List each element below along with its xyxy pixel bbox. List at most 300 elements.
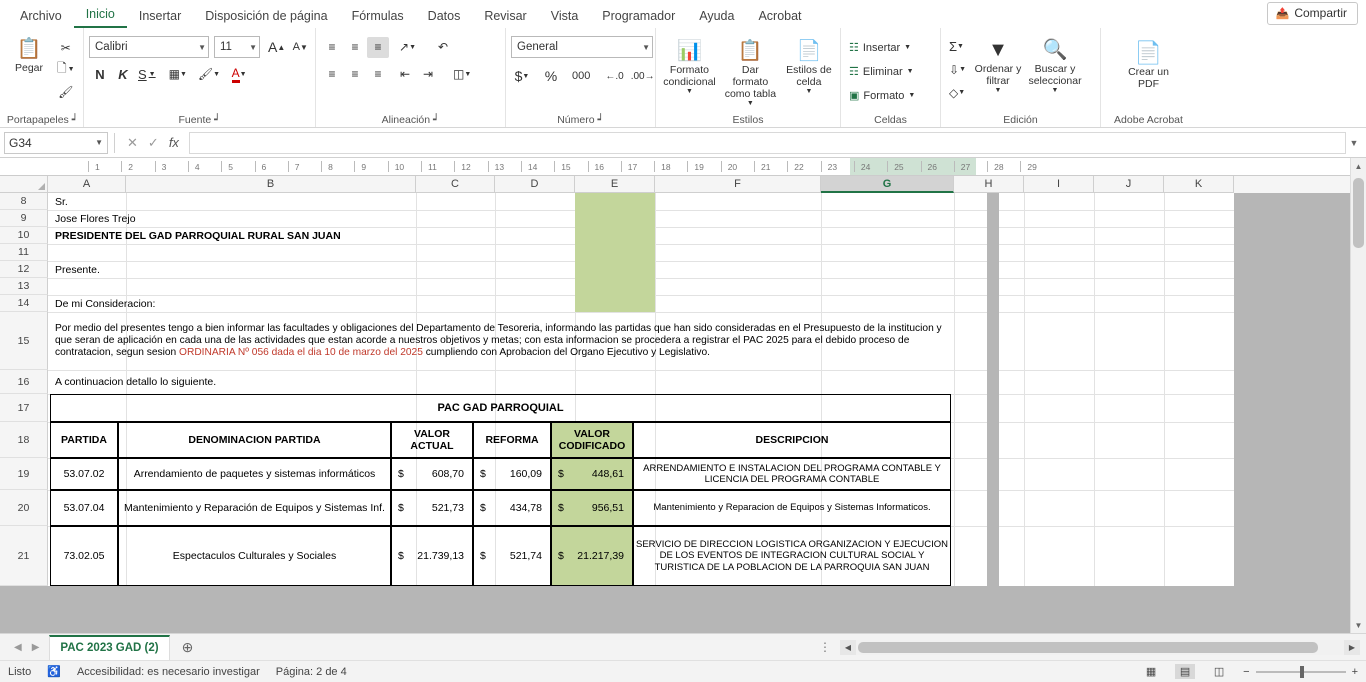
editing-group-label: [941, 114, 1100, 126]
ribbon-tab-ayuda[interactable]: Ayuda: [699, 9, 735, 23]
cell-valor-actual-symbol[interactable]: $: [398, 502, 404, 514]
zoom-slider[interactable]: [1243, 666, 1358, 678]
adobe-pdf-icon: 📄: [1134, 40, 1163, 65]
confirm-icon[interactable]: ✓: [147, 134, 159, 150]
align-left-icon: ≡: [328, 67, 336, 81]
align-center-button[interactable]: [344, 64, 366, 85]
cell-styles-button[interactable]: [783, 37, 835, 99]
cell-a9[interactable]: Jose Flores Trejo: [55, 212, 136, 225]
formula-bar: [0, 128, 1366, 158]
status-ready: Listo: [8, 665, 32, 678]
ruler-mark: [821, 161, 822, 172]
ruler-tick: 16: [594, 162, 604, 172]
cells-region[interactable]: [48, 193, 1234, 586]
cell-codificado[interactable]: 21.217,39: [577, 550, 624, 562]
gridline: [1024, 193, 1025, 586]
align-bottom-icon: ≡: [374, 40, 382, 54]
ribbon-tab-disposicion[interactable]: Disposición de página: [205, 9, 328, 23]
table-header-valor-actual: VALOR ACTUAL: [410, 427, 454, 452]
format-cells-button[interactable]: [846, 84, 918, 107]
ruler-tick: 23: [827, 162, 838, 172]
format-as-table-icon: 📋: [737, 40, 763, 62]
format-cells-icon: ▣: [849, 90, 860, 102]
column-header-a[interactable]: A: [48, 176, 126, 193]
vertical-scrollbar[interactable]: [1350, 158, 1366, 633]
page-layout-view-icon[interactable]: ▤: [1175, 664, 1195, 679]
ruler-mark: [388, 161, 389, 172]
grid-body: [0, 193, 1366, 586]
conditional-formatting-label: Formato condicional: [663, 64, 716, 89]
font-color-button[interactable]: A ▼: [228, 64, 250, 85]
paste-label: Pegar: [14, 62, 44, 74]
chevron-down-icon: ▼: [746, 100, 754, 108]
number-format-value: General: [517, 41, 558, 53]
number-format-select[interactable]: [511, 36, 653, 58]
ruler-mark: [454, 161, 455, 172]
decrease-decimal-button[interactable]: [628, 66, 658, 87]
cells-title: Celdas: [874, 114, 907, 126]
decrease-indent-icon: ⇤: [399, 67, 411, 81]
chevron-down-icon: ▼: [1051, 87, 1059, 95]
row-header-17[interactable]: 17: [0, 394, 48, 422]
normal-view-icon[interactable]: ▦: [1145, 666, 1157, 678]
percent-button[interactable]: [540, 66, 562, 87]
bold-label: N: [95, 66, 105, 82]
align-right-button[interactable]: [367, 64, 389, 85]
copy-button[interactable]: 🗋 ▼: [54, 59, 78, 80]
increase-decimal-button[interactable]: [602, 66, 626, 87]
ruler-tick: 18: [661, 162, 671, 172]
select-all-icon: [38, 183, 45, 190]
ruler-tick: 14: [527, 162, 538, 172]
paste-button[interactable]: [7, 35, 51, 77]
ruler-tick: 7: [294, 162, 300, 172]
ruler-tick: 1: [95, 162, 100, 172]
cell-denominacion[interactable]: Mantenimiento y Reparación de Equipos y Sistemas Inf.: [124, 501, 385, 514]
ribbon-group-font: [84, 28, 316, 127]
ruler-mark: [954, 161, 955, 172]
cell-codificado[interactable]: 956,51: [591, 502, 624, 514]
sheet-tab-strip: [0, 633, 1366, 660]
row-header-10[interactable]: 10: [0, 227, 48, 244]
name-box-value: G34: [9, 135, 32, 150]
italic-label: K: [118, 66, 128, 82]
ribbon-group-number: [506, 28, 656, 127]
cell-a10[interactable]: PRESIDENTE DEL GAD PARROQUIAL RURAL SAN JUAN: [55, 229, 341, 242]
ruler-tick: 28: [994, 162, 1004, 172]
column-header-f[interactable]: F: [655, 176, 821, 193]
dialog-launcher-icon[interactable]: ┙: [71, 114, 79, 126]
italic-button[interactable]: [112, 64, 134, 85]
ribbon-tab-datos[interactable]: Datos: [427, 9, 461, 23]
name-box[interactable]: [4, 132, 108, 154]
scroll-down-button[interactable]: ▼: [1354, 620, 1363, 630]
ruler-tick: 25: [894, 162, 904, 172]
column-headers: [0, 176, 1366, 193]
decrease-indent-button[interactable]: [394, 64, 416, 85]
ribbon-tab-insertar[interactable]: Insertar: [138, 9, 182, 23]
cell-reforma[interactable]: 521,74: [509, 550, 542, 562]
align-top-icon: ≡: [328, 40, 336, 54]
sort-filter-icon: ▼: [988, 39, 1008, 61]
page-break-view-icon[interactable]: ◫: [1213, 666, 1225, 678]
ruler-mark: [421, 161, 422, 172]
highlighted-range[interactable]: [575, 193, 655, 312]
ribbon-tab-inicio[interactable]: Inicio: [74, 3, 127, 28]
align-right-icon: ≡: [374, 67, 382, 81]
zoom-in-icon[interactable]: +: [1351, 665, 1358, 678]
cell-partida[interactable]: 53.07.04: [63, 502, 105, 514]
underline-button[interactable]: S ▼: [138, 66, 156, 82]
bold-button[interactable]: [89, 64, 111, 85]
cell-styles-label: Estilos de celda: [786, 64, 832, 89]
delete-cells-label: Eliminar: [862, 65, 903, 78]
ruler-tick: 26: [927, 162, 937, 172]
conditional-formatting-icon: 📊: [677, 40, 702, 62]
align-center-icon: ≡: [351, 67, 359, 81]
share-button[interactable]: [1267, 2, 1358, 25]
ruler-mark: [921, 161, 922, 172]
autosum-icon: Σ: [949, 39, 958, 54]
cell-body-paragraph[interactable]: Por medio del presentes tengo a bien informar las facultades y obligaciones del Departamento de Tesoreria, informando las partidas que han sido consideradas en el Presupuesto de la institucion y que seran de aplicación en cada una de las actividades que estan acorde a nuestros objetivos y metas; con esta informacion se procedera a registrar el PAC 2025 para el debido proceso de contratacion, segun sesion ORDINARIA Nº 056 dada el dia 10 de marzo del 2025 cumpliendo con Aprobacion del Organo Ejecutivo y Legislativo.: [55, 322, 942, 359]
grid-scroll-region: [0, 176, 1366, 633]
ruler-mark: [354, 161, 355, 172]
ruler-mark: [155, 161, 156, 172]
share-icon: 📤: [1275, 7, 1290, 20]
ruler-mark: [321, 161, 322, 172]
sheet-tab-label: PAC 2023 GAD (2): [60, 641, 159, 654]
ribbon-group-clipboard: [2, 28, 84, 127]
horizontal-scrollbar[interactable]: [840, 640, 1360, 655]
fill-color-button[interactable]: 🖌 ▼: [197, 67, 221, 81]
ruler-tick: 13: [494, 162, 505, 172]
dialog-launcher-icon[interactable]: ┙: [597, 114, 604, 126]
conditional-formatting-button[interactable]: [661, 37, 718, 99]
row-header-16[interactable]: 16: [0, 370, 48, 394]
cell-valor-actual-symbol[interactable]: $: [398, 468, 404, 480]
dialog-launcher-icon[interactable]: ┙: [214, 114, 221, 126]
cell-reforma-symbol[interactable]: $: [480, 550, 486, 562]
cancel-icon[interactable]: ✕: [127, 134, 138, 150]
chevron-down-icon: ▼: [904, 44, 912, 51]
shrink-font-button[interactable]: A ▼: [292, 41, 308, 53]
font-group-label: [84, 114, 315, 126]
zoom-thumb[interactable]: [1300, 666, 1304, 678]
row-header-18[interactable]: 18: [0, 422, 48, 458]
number-title: Número: [557, 114, 595, 126]
ribbon-tab-revisar[interactable]: Revisar: [484, 9, 527, 23]
more-tabs-icon[interactable]: ⋮: [819, 640, 832, 654]
ruler-mark: [721, 161, 722, 172]
chevron-down-icon: ▼: [908, 92, 916, 99]
ribbon-tab-formulas[interactable]: Fórmulas: [351, 9, 404, 23]
ruler-mark: [1020, 161, 1021, 172]
cell-codificado-symbol[interactable]: $: [558, 502, 564, 514]
ribbon-tab-archivo[interactable]: Archivo: [20, 9, 62, 23]
ruler-mark: [554, 161, 555, 172]
orientation-icon: ↗: [399, 40, 410, 54]
ruler-mark: [687, 161, 688, 172]
accessibility-status[interactable]: Accesibilidad: es necesario investigar: [76, 665, 260, 678]
ruler-mark: [88, 161, 89, 172]
ruler-mark: [288, 161, 289, 172]
zoom-out-icon[interactable]: −: [1243, 665, 1250, 678]
ruler-mark: [987, 161, 988, 172]
page-ruler: [0, 158, 1366, 176]
cell-denominacion[interactable]: Espectaculos Culturales y Sociales: [172, 549, 337, 562]
scroll-left-button[interactable]: ◀: [840, 640, 856, 655]
table-header-reforma: REFORMA: [485, 433, 539, 446]
cell-codificado[interactable]: 448,61: [591, 468, 624, 480]
clipboard-group-label: [2, 114, 83, 126]
ribbon-group-adobe-acrobat: [1101, 28, 1196, 127]
increase-indent-icon: ⇥: [422, 67, 434, 81]
chevron-down-icon: ▼: [805, 88, 813, 96]
table-header-descripcion: DESCRIPCION: [755, 433, 829, 446]
ribbon-group-styles: [656, 28, 841, 127]
ruler-tick: 3: [161, 162, 167, 172]
ruler-tick: 12: [461, 162, 471, 172]
ruler-mark: [221, 161, 222, 172]
format-cells-label: Formato: [863, 89, 905, 102]
divider: [114, 133, 115, 153]
currency-button[interactable]: $ ▼: [514, 68, 530, 84]
row-header-14[interactable]: 14: [0, 295, 48, 312]
cell-codificado-symbol[interactable]: $: [558, 468, 564, 480]
ribbon-group-cells: [841, 28, 941, 127]
cell-reforma-symbol[interactable]: $: [480, 502, 486, 514]
chevron-down-icon: ▼: [95, 138, 103, 147]
orientation-button[interactable]: ↗ ▼: [399, 40, 416, 54]
shrink-font-icon: A: [292, 41, 300, 53]
column-header-e[interactable]: E: [575, 176, 655, 193]
cell-a16[interactable]: A continuacion detallo lo siguiente.: [55, 376, 217, 388]
ruler-tick: 8: [328, 162, 333, 172]
table-header-partida: PARTIDA: [61, 433, 107, 446]
cell-denominacion[interactable]: Arrendamiento de paquetes y sistemas informáticos: [133, 467, 376, 480]
cell-valor-actual[interactable]: 21.739,13: [417, 550, 464, 562]
function-icon[interactable]: fx: [168, 134, 179, 150]
merge-cells-icon: ◫: [453, 67, 465, 81]
ribbon-group-alignment: [316, 28, 506, 127]
column-header-b[interactable]: B: [126, 176, 416, 193]
grow-font-button[interactable]: A ▲: [268, 39, 286, 55]
chevron-down-icon: ▼: [249, 42, 257, 52]
column-header-g[interactable]: G: [821, 176, 954, 193]
styles-group-label: [656, 114, 840, 126]
cell-a12[interactable]: Presente.: [55, 263, 100, 276]
column-header-j[interactable]: J: [1094, 176, 1164, 193]
gridline: [1094, 193, 1095, 586]
merge-cells-button[interactable]: ◫ ▼: [453, 67, 472, 81]
chevron-down-icon: ▼: [994, 87, 1002, 95]
column-header-k[interactable]: K: [1164, 176, 1234, 193]
delete-cells-icon: ☶: [849, 66, 859, 78]
wrap-text-button[interactable]: [432, 37, 454, 58]
gridline: [1164, 193, 1165, 586]
increase-indent-button[interactable]: [417, 64, 439, 85]
horizontal-scroll-track[interactable]: [856, 640, 1344, 655]
chevron-down-icon: ▼: [906, 68, 914, 75]
ruler-tick: 11: [428, 162, 437, 172]
font-title: Fuente: [178, 114, 212, 126]
table-title[interactable]: PAC GAD PARROQUIAL: [437, 402, 564, 414]
clear-button[interactable]: ◇ ▼: [949, 85, 966, 100]
row-header-11[interactable]: 11: [0, 244, 48, 261]
ribbon-tab-acrobat[interactable]: Acrobat: [758, 9, 802, 23]
grow-font-icon: A: [268, 39, 278, 55]
sheet-tab-pac-2023-gad-2[interactable]: [49, 635, 169, 660]
autosum-button[interactable]: Σ ▼: [949, 39, 964, 54]
fill-icon: ⇩: [949, 62, 960, 77]
ribbon-group-editing: [941, 28, 1101, 127]
ruler-mark: [188, 161, 189, 172]
align-top-button[interactable]: [321, 37, 343, 58]
comma-style-icon: 000: [572, 70, 591, 82]
increase-decimal-icon: ←.0: [605, 70, 624, 82]
row-header-20[interactable]: 20: [0, 490, 48, 526]
adobe-group-label: [1101, 114, 1196, 126]
vertical-scroll-thumb[interactable]: [1353, 178, 1364, 248]
font-size-select[interactable]: [214, 36, 260, 58]
align-bottom-button[interactable]: [367, 37, 389, 58]
select-all-button[interactable]: [0, 176, 48, 193]
ribbon-tab-vista[interactable]: Vista: [550, 9, 579, 23]
cell-valor-actual-symbol[interactable]: $: [398, 550, 404, 562]
prev-sheet-icon[interactable]: ◀: [14, 641, 22, 653]
fill-color-icon: 🖌: [197, 67, 214, 81]
cell-descripcion[interactable]: Mantenimiento y Reparacion de Equipos y Sistemas Informaticos.: [653, 502, 931, 514]
gridline: [954, 193, 955, 586]
cell-styles-icon: 📄: [796, 40, 822, 62]
borders-button[interactable]: ▦ ▼: [168, 67, 187, 81]
add-sheet-icon[interactable]: ⊕: [181, 638, 194, 655]
wrap-text-icon: ↶: [437, 40, 449, 54]
column-header-i[interactable]: I: [1024, 176, 1094, 193]
cell-valor-actual[interactable]: 608,70: [431, 468, 464, 480]
delete-cells-button[interactable]: [846, 60, 917, 83]
ruler-mark: [121, 161, 122, 172]
ruler-mark: [488, 161, 489, 172]
ruler-tick: 19: [694, 162, 704, 172]
format-painter-button[interactable]: [54, 81, 78, 102]
cell-partida[interactable]: 73.02.05: [63, 550, 105, 562]
page-info: Página: 2 de 4: [275, 665, 347, 678]
insert-cells-label: Insertar: [862, 41, 901, 54]
table-header-denominacion: DENOMINACION PARTIDA: [188, 433, 321, 446]
column-header-h[interactable]: H: [954, 176, 1024, 193]
insert-cells-icon: ☷: [849, 42, 859, 54]
ruler-mark: [621, 161, 622, 172]
dialog-launcher-icon[interactable]: ┙: [433, 114, 440, 126]
align-left-button[interactable]: [321, 64, 343, 85]
ruler-mark: [787, 161, 788, 172]
copy-icon: 🗋: [57, 61, 67, 75]
table-header-valor-codificado: VALOR CODIFICADO: [558, 427, 626, 452]
align-middle-button[interactable]: [344, 37, 366, 58]
ruler-tick: 20: [727, 162, 738, 172]
clear-icon: ◇: [949, 85, 959, 100]
zoom-track[interactable]: [1256, 671, 1346, 673]
ribbon: [0, 28, 1366, 128]
cells-group-label: [841, 114, 940, 126]
row-header-9[interactable]: 9: [0, 210, 48, 227]
row-header-8[interactable]: 8: [0, 193, 48, 210]
row-header-13[interactable]: 13: [0, 278, 48, 295]
row-header-15[interactable]: 15: [0, 312, 48, 370]
row-header-21[interactable]: 21: [0, 526, 48, 586]
underline-label: S: [138, 66, 147, 82]
cut-button[interactable]: [54, 37, 78, 58]
ruler-mark: [588, 161, 589, 172]
cell-descripcion[interactable]: ARRENDAMIENTO E INSTALACION DEL PROGRAMA CONTABLE Y LICENCIA DEL PROGRAMA CONTABLE: [643, 462, 941, 485]
fill-button[interactable]: ⇩ ▼: [949, 62, 966, 77]
cell-codificado-symbol[interactable]: $: [558, 550, 564, 562]
ruler-tick: 5: [228, 162, 233, 172]
ruler-tick: 22: [794, 162, 804, 172]
percent-icon: %: [544, 68, 558, 84]
font-color-icon: A: [232, 66, 240, 83]
cell-reforma[interactable]: 160,09: [509, 468, 542, 480]
scroll-up-button[interactable]: ▲: [1354, 161, 1363, 171]
cell-reforma-symbol[interactable]: $: [480, 468, 486, 480]
alignment-title: Alineación: [381, 114, 431, 126]
ruler-mark: [654, 161, 655, 172]
cell-reforma[interactable]: 434,78: [509, 502, 542, 514]
ruler-tick: 21: [761, 162, 771, 172]
insert-cells-button[interactable]: [846, 36, 914, 59]
ruler-tick: 29: [1027, 162, 1037, 172]
ruler-tick: 10: [394, 162, 405, 172]
status-bar: [0, 660, 1366, 682]
chevron-down-icon: ▼: [198, 42, 206, 52]
scroll-right-button[interactable]: ▶: [1344, 640, 1360, 655]
comma-style-button[interactable]: [569, 66, 593, 87]
cell-valor-actual[interactable]: 521,73: [431, 502, 464, 514]
font-size-value: 11: [220, 41, 232, 53]
ribbon-tab-programador[interactable]: Programador: [602, 9, 676, 23]
find-select-label: Buscar y seleccionar: [1028, 63, 1082, 88]
format-as-table-button[interactable]: [721, 37, 780, 111]
ruler-mark: [887, 161, 888, 172]
cell-partida[interactable]: 53.07.02: [63, 468, 105, 480]
ruler-tick: 24: [860, 162, 871, 172]
cell-descripcion[interactable]: SERVICIO DE DIRECCION LOGISTICA ORGANIZACION Y EJECUCION DE LOS EVENTOS DE INTEGRACION CULTURAL SOCIAL Y TURISTICA DE LA POBLACION DE LA PARROQUIA SAN JUAN: [636, 539, 948, 573]
accessibility-icon[interactable]: ♿: [47, 666, 61, 678]
ruler-tick: 4: [194, 162, 200, 172]
ribbon-tab-bar: [0, 0, 1366, 28]
column-header-d[interactable]: D: [495, 176, 575, 193]
ruler-mark: [754, 161, 755, 172]
cell-a8[interactable]: Sr.: [55, 195, 68, 208]
formula-input[interactable]: [189, 132, 1346, 154]
row-header-12[interactable]: 12: [0, 261, 48, 278]
cell-a14[interactable]: De mi Consideracion:: [55, 297, 156, 310]
expand-formula-bar-icon[interactable]: ▼: [1349, 137, 1359, 148]
editing-title: Edición: [1003, 114, 1038, 126]
column-header-c[interactable]: C: [416, 176, 495, 193]
font-name-select[interactable]: [89, 36, 209, 58]
adobe-title: Adobe Acrobat: [1114, 114, 1183, 126]
paste-icon: 📋: [16, 38, 42, 60]
horizontal-scroll-thumb[interactable]: [858, 642, 1318, 653]
create-pdf-button[interactable]: [1118, 39, 1180, 93]
find-select-button[interactable]: [1027, 36, 1083, 98]
ruler-mark: [255, 161, 256, 172]
sort-filter-button[interactable]: [972, 36, 1024, 98]
next-sheet-icon[interactable]: ▶: [31, 641, 40, 653]
row-header-19[interactable]: 19: [0, 458, 48, 490]
